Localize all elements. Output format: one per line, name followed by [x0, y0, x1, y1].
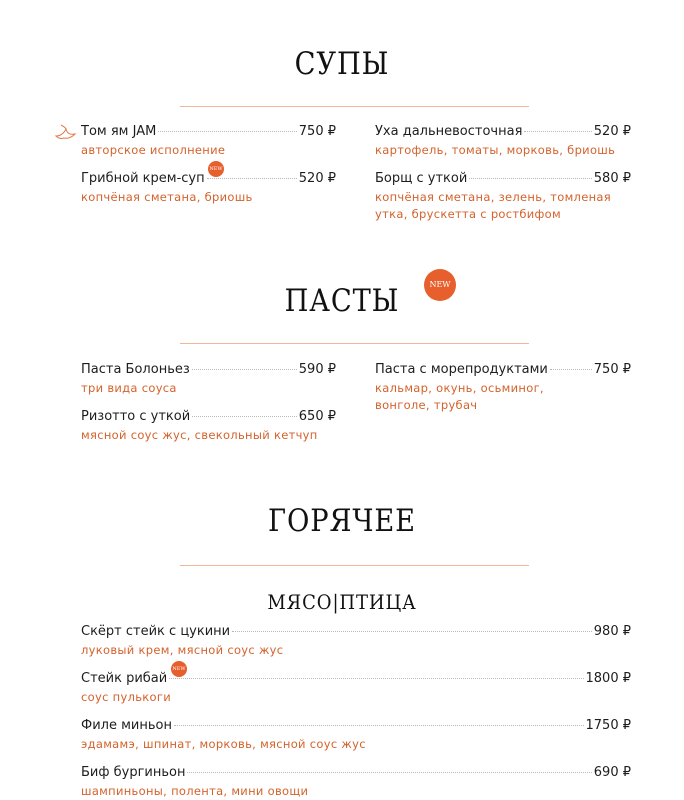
item-name: Паста Болоньез [81, 362, 190, 377]
item-price: 980 ₽ [593, 624, 631, 639]
divider [180, 106, 529, 107]
item-name: Ризотто с уткой [81, 409, 191, 424]
new-badge: NEW [208, 161, 224, 177]
item-description: шампиньоны, полента, мини овощи [81, 784, 309, 798]
leader-dots [158, 131, 296, 132]
item-price: 1800 ₽ [585, 671, 631, 686]
item-description: кальмар, окунь, осьминог, вонголе, трубач [375, 381, 544, 412]
item-name-text: Грибной крем-суп [81, 171, 205, 186]
leader-dots [192, 416, 297, 417]
menu-item [81, 624, 631, 659]
divider [180, 343, 529, 344]
item-price: 750 ₽ [298, 124, 336, 139]
leader-dots [187, 772, 591, 773]
leader-dots [174, 725, 584, 726]
item-description: мясной соус жус, свекольный кетчуп [81, 428, 318, 442]
item-name: Том ям JAM [81, 124, 157, 139]
menu-item [81, 409, 336, 444]
subsection-title: МЯСО|ПТИЦА [267, 590, 417, 614]
item-description: копчёная сметана, бриошь [81, 190, 253, 204]
divider [180, 565, 529, 566]
item-price: 1750 ₽ [585, 718, 631, 733]
item-description: три вида соуса [81, 381, 177, 395]
item-name: Паста с морепродуктами [375, 362, 548, 377]
menu-item [375, 171, 631, 223]
item-name: Скёрт стейк с цукини [81, 624, 231, 639]
section-title-pastas: ПАСТЫ [284, 283, 400, 319]
item-description: луковый крем, мясной соус жус [81, 643, 284, 657]
item-price: 590 ₽ [298, 362, 336, 377]
section-title-soups: СУПЫ [294, 46, 390, 82]
item-description: эдамамэ, шпинат, морковь, мясной соус жус [81, 737, 366, 751]
bird-icon [55, 124, 77, 142]
item-name: Борщ с уткой [375, 171, 468, 186]
menu-item [81, 124, 336, 159]
item-price: 520 ₽ [593, 124, 631, 139]
item-description: картофель, томаты, морковь, бриошь [375, 143, 616, 157]
leader-dots [469, 178, 591, 179]
item-price: 520 ₽ [298, 171, 336, 186]
menu-item [81, 765, 631, 800]
item-name: Уха дальневосточная [375, 124, 523, 139]
item-price: 580 ₽ [593, 171, 631, 186]
item-name: Филе миньон [81, 718, 172, 733]
item-price: 650 ₽ [298, 409, 336, 424]
item-price: 690 ₽ [593, 765, 631, 780]
leader-dots [232, 631, 592, 632]
menu-item [81, 362, 336, 397]
leader-dots [169, 678, 583, 679]
item-name: Биф бургиньон [81, 765, 186, 780]
item-description: авторское исполнение [81, 143, 226, 157]
item-name [81, 666, 186, 687]
menu-item [375, 362, 631, 414]
item-name-text: Стейк рибай [81, 671, 168, 686]
item-name [81, 166, 223, 187]
new-badge: NEW [424, 269, 456, 301]
menu-item [81, 166, 336, 206]
leader-dots [192, 369, 297, 370]
leader-dots [550, 369, 592, 370]
leader-dots [524, 131, 591, 132]
menu-item [375, 124, 631, 159]
item-description: копчёная сметана, зелень, томленая утка, брускетта с ростбифом [375, 190, 611, 221]
menu-item [81, 666, 631, 706]
item-description: соус пулькоги [81, 690, 171, 704]
section-title-hot: ГОРЯЧЕЕ [268, 503, 416, 539]
menu-item [81, 718, 631, 753]
item-price: 750 ₽ [593, 362, 631, 377]
new-badge: NEW [171, 661, 187, 677]
leader-dots [207, 178, 297, 179]
